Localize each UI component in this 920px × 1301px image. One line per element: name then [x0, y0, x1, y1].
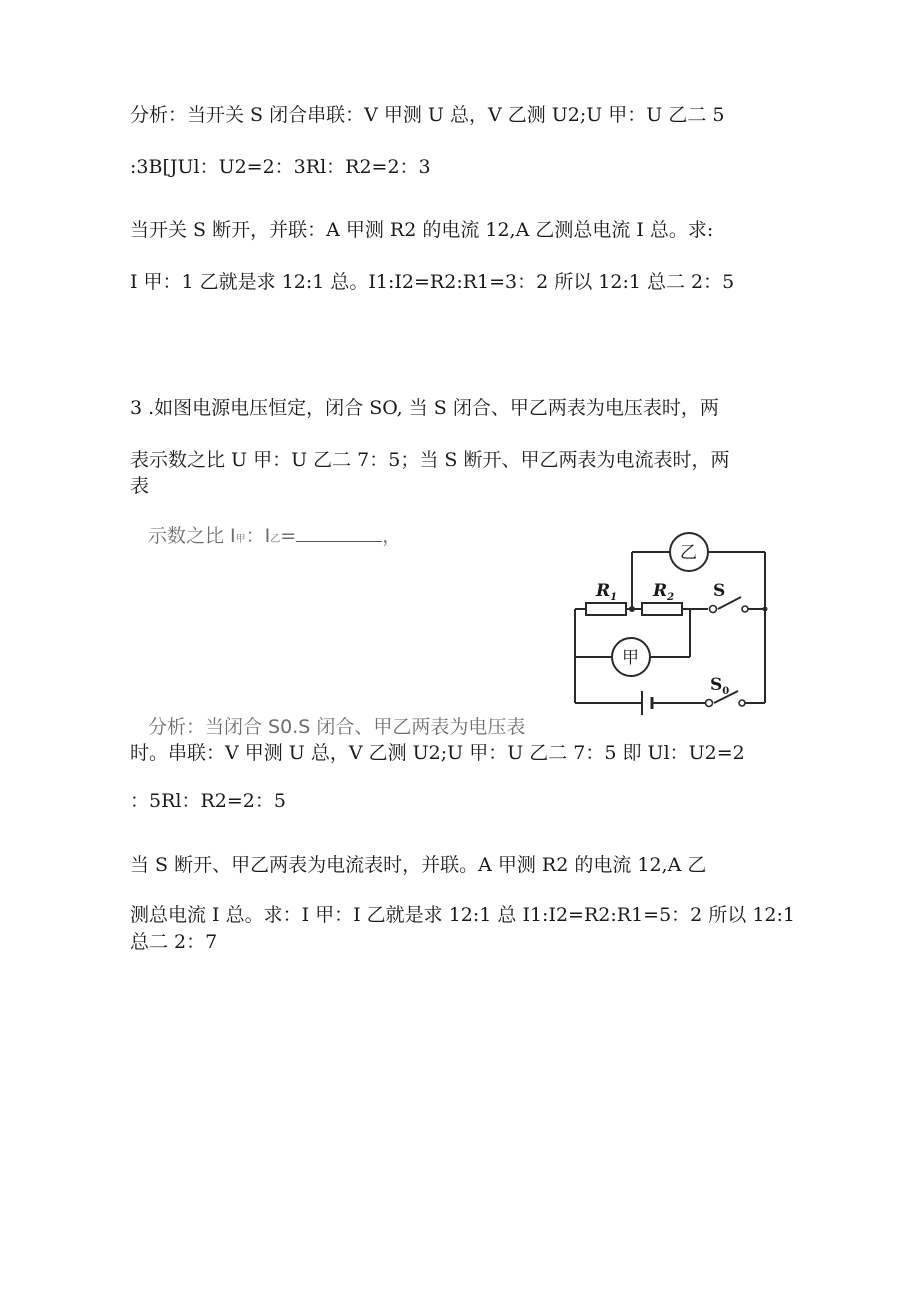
junction-node [629, 606, 635, 612]
svg-text:R2 [652, 581, 674, 603]
resistor-r1 [586, 603, 626, 615]
switch-s-contact-right [742, 606, 748, 612]
r1-sub: 1 [610, 592, 618, 603]
analysis-line-4: I 甲：1 乙就是求 12:1 总。I1:I2=R2:R1=3：2 所以 12:1 总二 2：5 [130, 271, 735, 293]
question-line-3: 表 [130, 475, 150, 497]
svg-text:S0 [710, 675, 729, 697]
analysis-line-3: 当开关 S 断开，并联：A 甲测 R2 的电流 12,A 乙测总电流 I 总。求: [130, 219, 714, 241]
svg-text:R1 [595, 581, 617, 603]
analysis-line-2: :3B[JUl：U2=2：3Rl：R2=2：3 [130, 156, 431, 178]
analysis2-line-5: 总二 2：7 [130, 931, 218, 953]
switch-s0-contact-right [739, 700, 745, 706]
switch-s-contact-left [710, 606, 717, 613]
question-line-2: 表示数之比 U 甲：U 乙二 7：5；当 S 断开、甲乙两表为电流表时，两 [130, 449, 730, 471]
analysis2-line-1: 时。串联：V 甲测 U 总，V 乙测 U2;U 甲：U 乙二 7：5 即 Ul：U2=2 [130, 742, 745, 764]
switch-s-label: S [713, 581, 726, 601]
analysis-line-1: 分析：当开关 S 闭合串联：V 甲测 U 总，V 乙测 U2;U 甲：U 乙二 5 [130, 104, 725, 126]
scanned-analysis-text: 分析：当闭合 S0.S 闭合、甲乙两表为电压表 [148, 716, 526, 738]
resistor-r2 [642, 603, 682, 615]
meter-jia-label: 甲 [622, 648, 639, 668]
switch-s0-contact-left [706, 700, 713, 707]
r1-label: R [596, 581, 611, 601]
analysis2-line-3: 当 S 断开、甲乙两表为电流表时，并联。A 甲测 R2 的电流 12,A 乙 [130, 854, 707, 876]
analysis2-line-4: 测总电流 I 总。求：I 甲：I 乙就是求 12:1 总 I1:I2=R2:R1=5：2 所以 12:1 [130, 904, 796, 926]
ratio-suffix: ， [382, 525, 402, 547]
ratio-mid: ：I [245, 525, 271, 547]
switch-s0-label: S [710, 675, 723, 695]
r2-sub: 2 [667, 592, 675, 603]
question-line-1: 3 .如图电源电压恒定，闭合 SO, 当 S 闭合、甲乙两表为电压表时，两 [130, 397, 719, 419]
switch-s0-sub: 0 [722, 686, 730, 697]
ratio-sub-jia: 甲 [235, 534, 246, 545]
r2-label: R [653, 581, 668, 601]
meter-yi-label: 乙 [680, 543, 697, 563]
ratio-prefix: 示数之比 I [148, 525, 236, 547]
analysis2-line-2: ：5Rl：R2=2：5 [130, 790, 286, 812]
ratio-sub-yi: 乙 [270, 534, 281, 545]
ratio-eq: = [280, 525, 297, 547]
junction-node-right [763, 607, 768, 612]
